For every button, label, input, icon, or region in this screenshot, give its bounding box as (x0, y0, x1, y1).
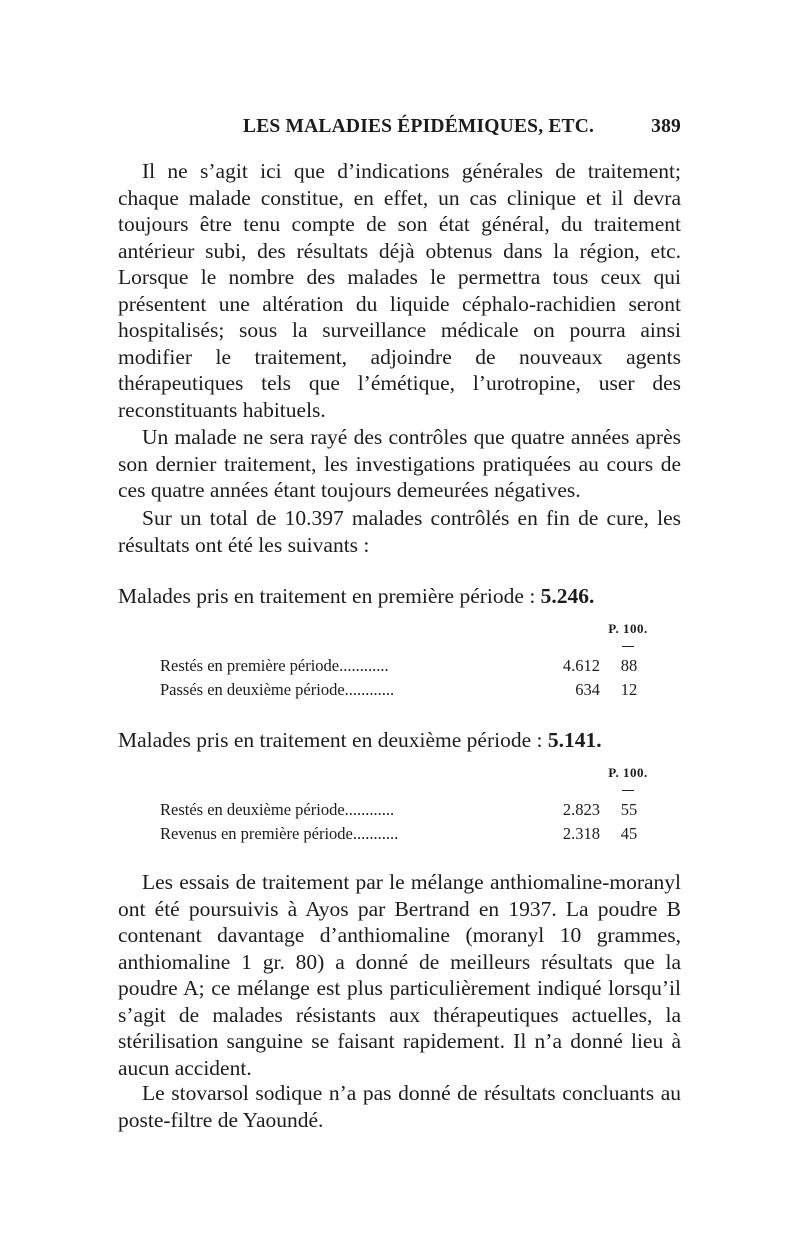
percent-unit-label: P. 100. (608, 765, 648, 780)
dot-leader: ............ (344, 680, 395, 699)
row-count: 634 (575, 680, 600, 699)
row-count: 2.318 (562, 824, 600, 843)
row-label: Restés en première période (160, 656, 340, 675)
paragraph-control-period: Un malade ne sera rayé des contrôles que quatre années après son dernier traitement, les investigations pratiquées au cours de ces quatre années étant toujours demeurées négatives. (118, 425, 681, 502)
row-percent: 88 (620, 656, 638, 675)
page-number: 389 (651, 116, 681, 137)
group-heading-first-period (118, 583, 681, 609)
row-label-group (160, 823, 398, 845)
running-head: LES MALADIES ÉPIDÉMIQUES, ETC. (243, 116, 595, 137)
row-count: 4.612 (562, 656, 600, 675)
group-heading-text: Malades pris en traitement en première période : (118, 584, 536, 608)
dot-leader: ............ (344, 800, 395, 819)
group-total: 5.141. (547, 728, 602, 752)
percent-unit-label: P. 100. (608, 621, 648, 636)
row-count: 2.823 (562, 800, 600, 819)
paragraph-stovarsol: Le stovarsol sodique n’a pas donné de résultats concluants au poste-filtre de Yaoundé. (118, 1081, 681, 1132)
group-total: 5.246. (540, 584, 595, 608)
table-row (160, 679, 660, 701)
group-heading-text: Malades pris en traitement en deuxième période : (118, 728, 543, 752)
table-row (160, 655, 660, 677)
group-heading-second-period (118, 727, 681, 753)
table-row (160, 799, 660, 821)
unit-dash (622, 790, 634, 791)
row-percent: 12 (620, 680, 638, 699)
unit-dash (622, 646, 634, 647)
row-label-group (160, 799, 394, 821)
row-percent: 55 (620, 800, 638, 819)
row-percent: 45 (620, 824, 638, 843)
table-row (160, 823, 660, 845)
dot-leader: ........... (352, 824, 399, 843)
row-label-group (160, 679, 394, 701)
page-header (118, 116, 681, 146)
paragraph-treatment-indications: Il ne s’agit ici que d’indications générales de traitement; chaque malade constitue, en effet, un cas clinique et il devra toujours être tenu compte de son état général, du traitement antérieur subi, des résultats déjà obtenus dans la région, etc. Lorsque le nombre des malades le permettra tous ceux qui présentent une altération du liquide céphalo-rachidien seront hospitalisés; sous la surveillance médicale on pourra ainsi modifier le traitement, adjoindre de nouveaux agents thérapeutiques tels que l’émétique, l’urotropine, user des reconstituants habituels. (118, 159, 681, 422)
paragraph-anthiomaline-trials: Les essais de traitement par le mélange anthiomaline-moranyl ont été poursuivis à Ayos par Bertrand en 1937. La poudre B contenant davantage d’anthiomaline (moranyl 10 grammes, anthiomaline 1 gr. 80) a donné de meilleurs résultats que la poudre A; ce mélange est plus particulièrement indiqué lorsqu’il s’agit de malades résistants aux thérapeutiques actuelles, la stérilisation sanguine se faisant rapidement. Il n’a donné lieu à aucun accident. (118, 870, 681, 1080)
row-label: Passés en deuxième période (160, 680, 345, 699)
paragraph-results-intro: Sur un total de 10.397 malades contrôlés en fin de cure, les résultats ont été les suivants : (118, 506, 681, 557)
row-label: Revenus en première période (160, 824, 353, 843)
dot-leader: ............ (339, 656, 389, 675)
row-label: Restés en deuxième période (160, 800, 345, 819)
row-label-group (160, 655, 389, 677)
